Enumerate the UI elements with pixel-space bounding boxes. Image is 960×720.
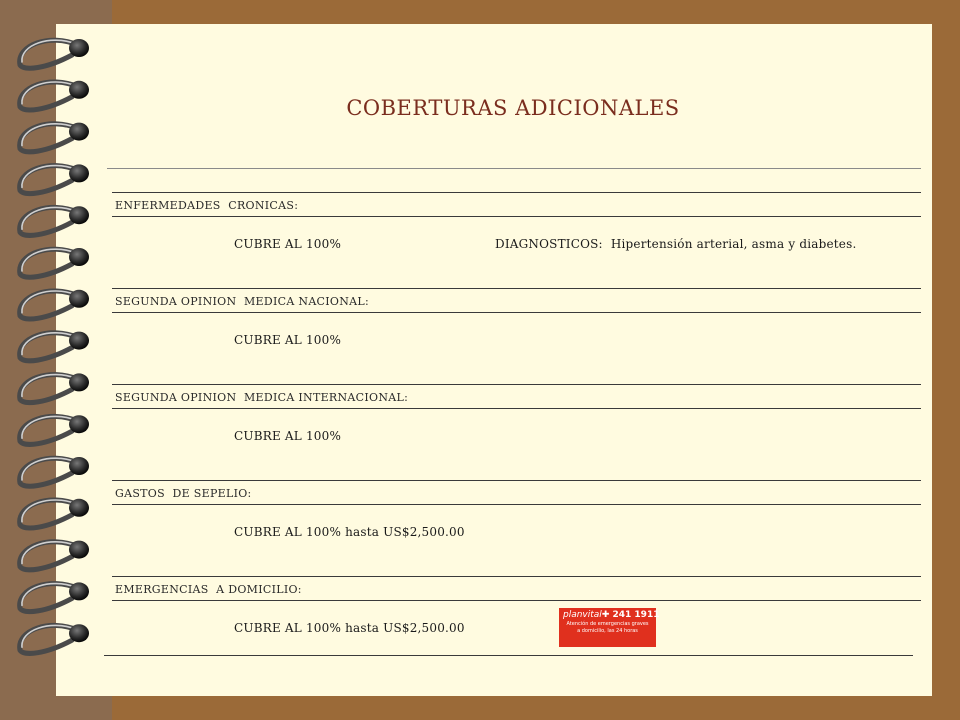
binding-ring — [20, 415, 89, 444]
binding-ring — [20, 582, 89, 611]
coverage-value: CUBRE AL 100% — [234, 237, 342, 251]
section-mid-rule — [112, 408, 921, 409]
title-divider — [107, 168, 921, 169]
section-top-rule — [112, 480, 921, 481]
logo-line1: Atención de emergencias graves — [566, 621, 649, 627]
diagnostics-note: DIAGNOSTICOS: Hipertensión arterial, asma y diabetes. — [495, 237, 857, 251]
section-label: GASTOS DE SEPELIO: — [115, 487, 252, 500]
binding-ring — [20, 39, 89, 68]
section-mid-rule — [112, 600, 921, 601]
section-top-rule — [112, 288, 921, 289]
binding-ring — [20, 541, 89, 570]
section-top-rule — [112, 576, 921, 577]
section-mid-rule — [112, 216, 921, 217]
logo-phone: 241 1911 — [612, 610, 660, 620]
coverage-value: CUBRE AL 100% hasta US$2,500.00 — [234, 621, 465, 635]
binding-ring — [20, 457, 89, 486]
section-label: SEGUNDA OPINION MEDICA NACIONAL: — [115, 295, 370, 308]
logo-brand: planvital — [563, 610, 602, 620]
binding-ring — [20, 164, 89, 193]
binding-ring — [20, 624, 89, 653]
coverage-value: CUBRE AL 100% — [234, 429, 342, 443]
logo-line2: a domicilio, las 24 horas — [577, 628, 638, 634]
section-mid-rule — [112, 504, 921, 505]
coverage-value: CUBRE AL 100% — [234, 333, 342, 347]
binding-ring — [20, 123, 89, 152]
planvital-logo — [559, 608, 660, 647]
binding-ring — [20, 373, 89, 402]
binding-ring — [20, 499, 89, 528]
section-top-rule — [112, 384, 921, 385]
binding-ring — [20, 290, 89, 319]
binding-ring — [20, 332, 89, 361]
plus-cross-icon: ✚ — [601, 610, 610, 620]
bottom-rule — [104, 655, 913, 656]
section-mid-rule — [112, 312, 921, 313]
coverage-value: CUBRE AL 100% hasta US$2,500.00 — [234, 525, 465, 539]
binding-ring — [20, 248, 89, 277]
section-label: EMERGENCIAS A DOMICILIO: — [115, 583, 302, 596]
page-title: COBERTURAS ADICIONALES — [346, 96, 680, 120]
binding-ring — [20, 206, 89, 235]
section-label: ENFERMEDADES CRONICAS: — [115, 199, 299, 212]
section-label: SEGUNDA OPINION MEDICA INTERNACIONAL: — [115, 391, 409, 404]
section-top-rule — [112, 192, 921, 193]
